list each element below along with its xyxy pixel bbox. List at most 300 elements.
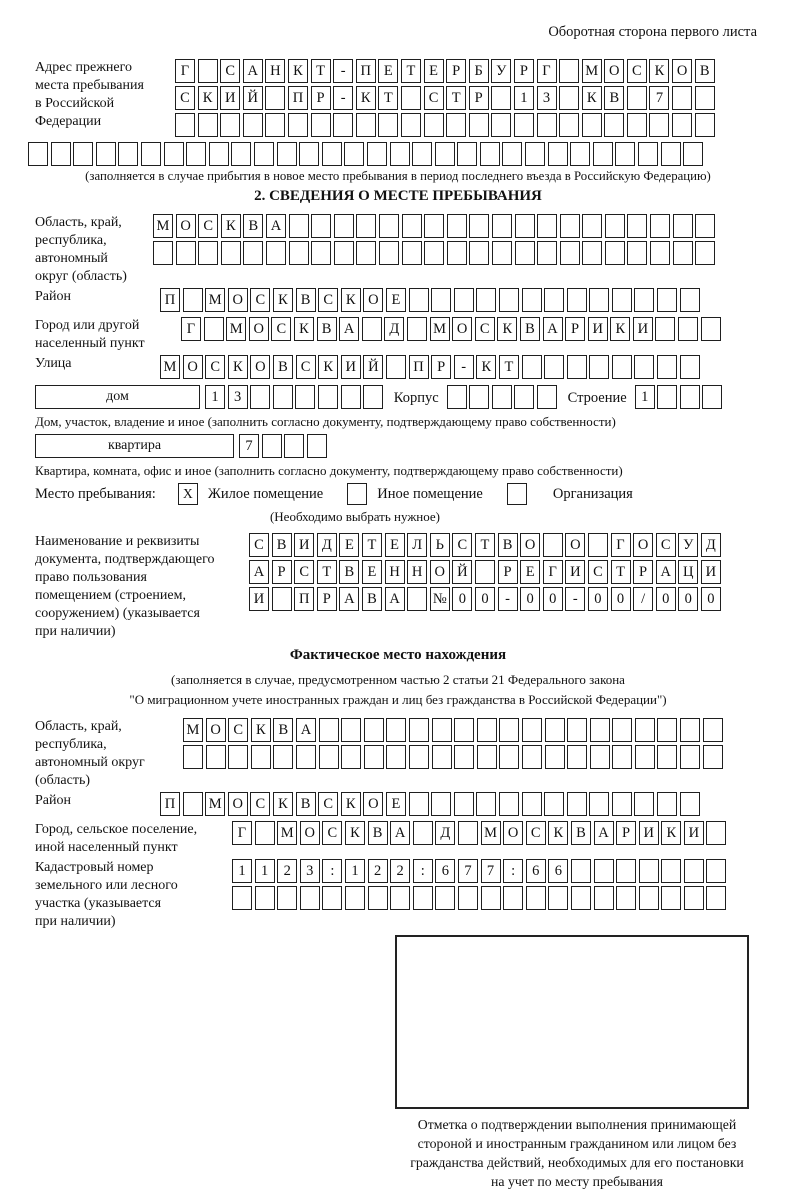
char-cell: Р	[469, 86, 489, 110]
char-cell: У	[491, 59, 511, 83]
char-cell	[492, 214, 512, 238]
char-cell: 0	[543, 587, 563, 611]
char-cell: А	[296, 718, 316, 742]
char-cell	[522, 718, 542, 742]
char-cell: 1	[635, 385, 655, 409]
stroenie-label: Строение	[567, 390, 627, 406]
char-cell: 2	[390, 859, 410, 883]
stay-type-checkbox-inoe	[347, 483, 367, 505]
char-cell: К	[198, 86, 218, 110]
actual-region-row-2	[183, 745, 725, 769]
char-cell	[458, 886, 478, 910]
char-cell: С	[588, 560, 608, 584]
char-cell: Г	[543, 560, 563, 584]
char-cell	[703, 718, 723, 742]
cadastre-row-2	[232, 886, 729, 910]
char-cell	[447, 214, 467, 238]
stay-type-option-zhiloe: Жилое помещение	[207, 485, 324, 502]
char-cell	[469, 385, 489, 409]
char-cell	[28, 142, 48, 166]
char-cell: Л	[407, 533, 427, 557]
char-cell: Р	[431, 355, 451, 379]
char-cell	[277, 886, 297, 910]
char-cell: П	[160, 288, 180, 312]
char-cell	[402, 241, 422, 265]
char-cell	[605, 241, 625, 265]
char-cell: Г	[537, 59, 557, 83]
char-cell: 7	[649, 86, 669, 110]
char-cell	[655, 317, 675, 341]
char-cell: О	[633, 533, 653, 557]
char-cell	[567, 288, 587, 312]
char-cell	[514, 113, 534, 137]
char-cell	[435, 886, 455, 910]
char-cell: И	[249, 587, 269, 611]
char-cell	[390, 142, 410, 166]
char-cell	[560, 241, 580, 265]
stay-type-checkbox-org	[507, 483, 527, 505]
char-cell: М	[160, 355, 180, 379]
char-cell	[570, 142, 590, 166]
char-cell	[594, 886, 614, 910]
char-cell	[432, 718, 452, 742]
char-cell	[401, 86, 421, 110]
char-cell	[612, 288, 632, 312]
char-cell	[311, 113, 331, 137]
char-cell: И	[633, 317, 653, 341]
char-cell: П	[294, 587, 314, 611]
char-cell: В	[520, 317, 540, 341]
char-cell: М	[183, 718, 203, 742]
actual-location-caption: (заполняется в случае, предусмотренном частью 2 статьи 21 Федерального закона "О миграционном учете иностранных граждан и лиц без гражданства в Российской Федерации")	[129, 672, 667, 707]
char-cell	[499, 745, 519, 769]
char-cell	[627, 86, 647, 110]
apartment-cells	[239, 434, 329, 458]
actual-city-label: Город, сельское поселение, иной населенный пункт	[35, 822, 198, 855]
char-cell: О	[228, 792, 248, 816]
char-cell	[319, 718, 339, 742]
actual-region-cell-rows	[183, 718, 725, 790]
char-cell	[413, 821, 433, 845]
stay-type-note: (Необходимо выбрать нужное)	[269, 509, 441, 524]
char-cell: А	[243, 59, 263, 83]
char-cell: В	[243, 214, 263, 238]
char-cell	[481, 886, 501, 910]
char-cell: А	[266, 214, 286, 238]
char-cell: С	[627, 59, 647, 83]
char-cell	[221, 241, 241, 265]
char-cell	[673, 241, 693, 265]
char-cell	[407, 317, 427, 341]
stay-type-row	[35, 483, 800, 505]
char-cell	[431, 792, 451, 816]
char-cell: -	[333, 86, 353, 110]
char-cell: Е	[386, 288, 406, 312]
char-cell	[499, 288, 519, 312]
char-cell	[695, 214, 715, 238]
district-row	[35, 288, 800, 315]
char-cell	[141, 142, 161, 166]
char-cell	[356, 113, 376, 137]
char-cell	[446, 113, 466, 137]
char-cell	[492, 385, 512, 409]
char-cell	[499, 718, 519, 742]
cadastre-cell-rows	[232, 859, 729, 931]
char-cell	[537, 214, 557, 238]
prev-address-row-2	[175, 86, 717, 110]
char-cell: П	[356, 59, 376, 83]
char-cell: С	[296, 355, 316, 379]
char-cell	[198, 59, 218, 83]
char-cell: /	[633, 587, 653, 611]
district-label: Район	[35, 289, 71, 304]
char-cell	[322, 886, 342, 910]
char-cell	[363, 385, 383, 409]
char-cell: С	[526, 821, 546, 845]
char-cell: О	[183, 355, 203, 379]
char-cell	[639, 859, 659, 883]
char-cell	[378, 113, 398, 137]
char-cell	[341, 745, 361, 769]
char-cell	[401, 113, 421, 137]
char-cell	[412, 142, 432, 166]
street-row	[35, 355, 800, 382]
char-cell	[265, 86, 285, 110]
char-cell: Р	[633, 560, 653, 584]
char-cell: Е	[386, 792, 406, 816]
char-cell: И	[684, 821, 704, 845]
char-cell	[284, 434, 304, 458]
char-cell	[447, 241, 467, 265]
prev-address-caption: (заполняется в случае прибытия в новое место пребывания в период последнего въезда в Российскую Федерацию)	[85, 169, 711, 183]
char-cell: О	[604, 59, 624, 83]
char-cell	[616, 859, 636, 883]
char-cell	[616, 886, 636, 910]
char-cell	[515, 214, 535, 238]
char-cell	[657, 745, 677, 769]
char-cell	[409, 288, 429, 312]
char-cell: Р	[514, 59, 534, 83]
char-cell: И	[341, 355, 361, 379]
char-cell	[334, 214, 354, 238]
char-cell: О	[363, 288, 383, 312]
char-cell: В	[571, 821, 591, 845]
char-cell: О	[206, 718, 226, 742]
char-cell	[635, 718, 655, 742]
char-cell	[559, 86, 579, 110]
char-cell	[386, 745, 406, 769]
char-cell: Е	[339, 533, 359, 557]
char-cell: Р	[446, 59, 466, 83]
region-label: Область, край, республика, автономный округ (область)	[35, 215, 127, 284]
actual-district-row	[35, 792, 800, 819]
char-cell: О	[452, 317, 472, 341]
char-cell	[522, 792, 542, 816]
street-label: Улица	[35, 356, 72, 371]
actual-region-row-1	[183, 718, 725, 742]
char-cell: К	[345, 821, 365, 845]
char-cell: С	[656, 533, 676, 557]
char-cell: Т	[475, 533, 495, 557]
char-cell	[559, 113, 579, 137]
char-cell: М	[277, 821, 297, 845]
char-cell	[559, 59, 579, 83]
registration-mark-box	[395, 935, 749, 1109]
stay-type-option-org: Организация	[552, 485, 633, 502]
char-cell	[432, 745, 452, 769]
char-cell	[469, 241, 489, 265]
char-cell	[164, 142, 184, 166]
char-cell	[605, 214, 625, 238]
char-cell: М	[582, 59, 602, 83]
char-cell: К	[341, 792, 361, 816]
char-cell: :	[322, 859, 342, 883]
char-cell: К	[294, 317, 314, 341]
char-cell: 0	[701, 587, 721, 611]
char-cell	[702, 385, 722, 409]
char-cell: 6	[435, 859, 455, 883]
char-cell	[458, 821, 478, 845]
char-cell: О	[250, 355, 270, 379]
char-cell	[118, 142, 138, 166]
char-cell: С	[452, 533, 472, 557]
char-cell: Е	[424, 59, 444, 83]
document-block	[35, 533, 800, 641]
char-cell	[657, 288, 677, 312]
char-cell: Т	[311, 59, 331, 83]
char-cell: Ц	[678, 560, 698, 584]
char-cell: Т	[401, 59, 421, 83]
char-cell	[567, 355, 587, 379]
char-cell: Т	[362, 533, 382, 557]
char-cell	[273, 385, 293, 409]
char-cell: О	[228, 288, 248, 312]
char-cell	[341, 718, 361, 742]
char-cell: Н	[265, 59, 285, 83]
char-cell	[295, 385, 315, 409]
char-cell	[522, 745, 542, 769]
char-cell: М	[153, 214, 173, 238]
char-cell: Т	[611, 560, 631, 584]
char-cell: К	[251, 718, 271, 742]
char-cell	[526, 886, 546, 910]
char-cell: К	[649, 59, 669, 83]
char-cell	[567, 745, 587, 769]
char-cell	[402, 214, 422, 238]
char-cell	[522, 355, 542, 379]
char-cell: Д	[384, 317, 404, 341]
char-cell	[232, 886, 252, 910]
char-cell: В	[498, 533, 518, 557]
char-cell	[544, 355, 564, 379]
char-cell	[476, 288, 496, 312]
char-cell: 7	[458, 859, 478, 883]
char-cell	[701, 317, 721, 341]
char-cell	[413, 886, 433, 910]
char-cell	[299, 142, 319, 166]
char-cell: 0	[656, 587, 676, 611]
char-cell: 7	[239, 434, 259, 458]
char-cell: Р	[272, 560, 292, 584]
char-cell: С	[198, 214, 218, 238]
char-cell	[272, 587, 292, 611]
char-cell	[277, 142, 297, 166]
char-cell: С	[322, 821, 342, 845]
char-cell	[311, 241, 331, 265]
char-cell	[634, 792, 654, 816]
char-cell	[590, 718, 610, 742]
document-cell-rows	[249, 533, 723, 641]
char-cell: И	[565, 560, 585, 584]
char-cell	[356, 214, 376, 238]
char-cell	[634, 355, 654, 379]
char-cell: П	[288, 86, 308, 110]
char-cell: 6	[548, 859, 568, 883]
char-cell	[548, 142, 568, 166]
char-cell: Г	[611, 533, 631, 557]
city-cells	[181, 317, 723, 350]
char-cell	[544, 288, 564, 312]
char-cell: М	[430, 317, 450, 341]
char-cell: 1	[514, 86, 534, 110]
char-cell	[593, 142, 613, 166]
char-cell	[220, 113, 240, 137]
char-cell	[183, 288, 203, 312]
char-cell	[231, 142, 251, 166]
char-cell: Т	[378, 86, 398, 110]
char-cell	[266, 241, 286, 265]
char-cell	[588, 533, 608, 557]
char-cell: М	[226, 317, 246, 341]
char-cell	[680, 718, 700, 742]
char-cell	[454, 288, 474, 312]
char-cell	[706, 886, 726, 910]
char-cell	[289, 241, 309, 265]
char-cell: О	[520, 533, 540, 557]
char-cell	[515, 241, 535, 265]
char-cell: 1	[232, 859, 252, 883]
char-cell	[344, 142, 364, 166]
char-cell: -	[498, 587, 518, 611]
char-cell: П	[160, 792, 180, 816]
char-cell	[604, 113, 624, 137]
char-cell: С	[250, 288, 270, 312]
char-cell: О	[249, 317, 269, 341]
char-cell: В	[272, 533, 292, 557]
char-cell	[612, 745, 632, 769]
char-cell: Е	[520, 560, 540, 584]
char-cell: 0	[588, 587, 608, 611]
char-cell: И	[701, 560, 721, 584]
char-cell	[543, 533, 563, 557]
char-cell	[673, 214, 693, 238]
char-cell	[424, 241, 444, 265]
char-cell	[273, 745, 293, 769]
char-cell	[209, 142, 229, 166]
char-cell	[228, 745, 248, 769]
char-cell	[454, 718, 474, 742]
char-cell	[514, 385, 534, 409]
char-cell: Т	[446, 86, 466, 110]
char-cell	[255, 821, 275, 845]
char-cell	[334, 241, 354, 265]
char-cell	[680, 355, 700, 379]
char-cell	[582, 113, 602, 137]
char-cell: 1	[255, 859, 275, 883]
char-cell: А	[339, 587, 359, 611]
char-cell: С	[424, 86, 444, 110]
char-cell: М	[205, 792, 225, 816]
document-row-3	[249, 587, 723, 611]
header-note: Оборотная сторона первого листа	[548, 24, 757, 40]
char-cell	[265, 113, 285, 137]
char-cell	[649, 113, 669, 137]
char-cell	[368, 886, 388, 910]
char-cell	[243, 113, 263, 137]
char-cell: Й	[243, 86, 263, 110]
char-cell: К	[318, 355, 338, 379]
char-cell: 2	[277, 859, 297, 883]
char-cell: О	[565, 533, 585, 557]
char-cell	[635, 745, 655, 769]
char-cell	[288, 113, 308, 137]
prev-address-block	[35, 59, 800, 140]
char-cell	[386, 718, 406, 742]
document-label: Наименование и реквизиты документа, подтверждающего право пользования помещением (строением, сооружением) (указывается при наличии)	[35, 534, 215, 639]
char-cell: И	[294, 533, 314, 557]
char-cell	[424, 113, 444, 137]
char-cell	[661, 142, 681, 166]
char-cell	[571, 886, 591, 910]
char-cell: Н	[385, 560, 405, 584]
char-cell	[499, 792, 519, 816]
char-cell	[680, 745, 700, 769]
char-cell	[680, 288, 700, 312]
char-cell	[589, 288, 609, 312]
char-cell: У	[678, 533, 698, 557]
char-cell	[627, 214, 647, 238]
char-cell	[424, 214, 444, 238]
char-cell: 1	[205, 385, 225, 409]
char-cell: -	[333, 59, 353, 83]
apartment-row	[35, 434, 800, 461]
char-cell: 0	[452, 587, 472, 611]
document-row-1	[249, 533, 723, 557]
stroenie-cells	[635, 385, 725, 409]
char-cell	[661, 886, 681, 910]
char-cell: Е	[362, 560, 382, 584]
char-cell: А	[594, 821, 614, 845]
char-cell	[341, 385, 361, 409]
char-cell	[251, 745, 271, 769]
char-cell	[454, 745, 474, 769]
korpus-cells	[447, 385, 560, 409]
char-cell: 0	[475, 587, 495, 611]
char-cell	[390, 886, 410, 910]
char-cell	[153, 241, 173, 265]
char-cell	[612, 718, 632, 742]
char-cell	[695, 241, 715, 265]
char-cell: В	[339, 560, 359, 584]
char-cell: 3	[537, 86, 557, 110]
char-cell	[502, 142, 522, 166]
char-cell: Р	[616, 821, 636, 845]
char-cell	[672, 113, 692, 137]
house-number-cells	[205, 385, 386, 409]
char-cell	[435, 142, 455, 166]
char-cell: 6	[526, 859, 546, 883]
char-cell: С	[175, 86, 195, 110]
